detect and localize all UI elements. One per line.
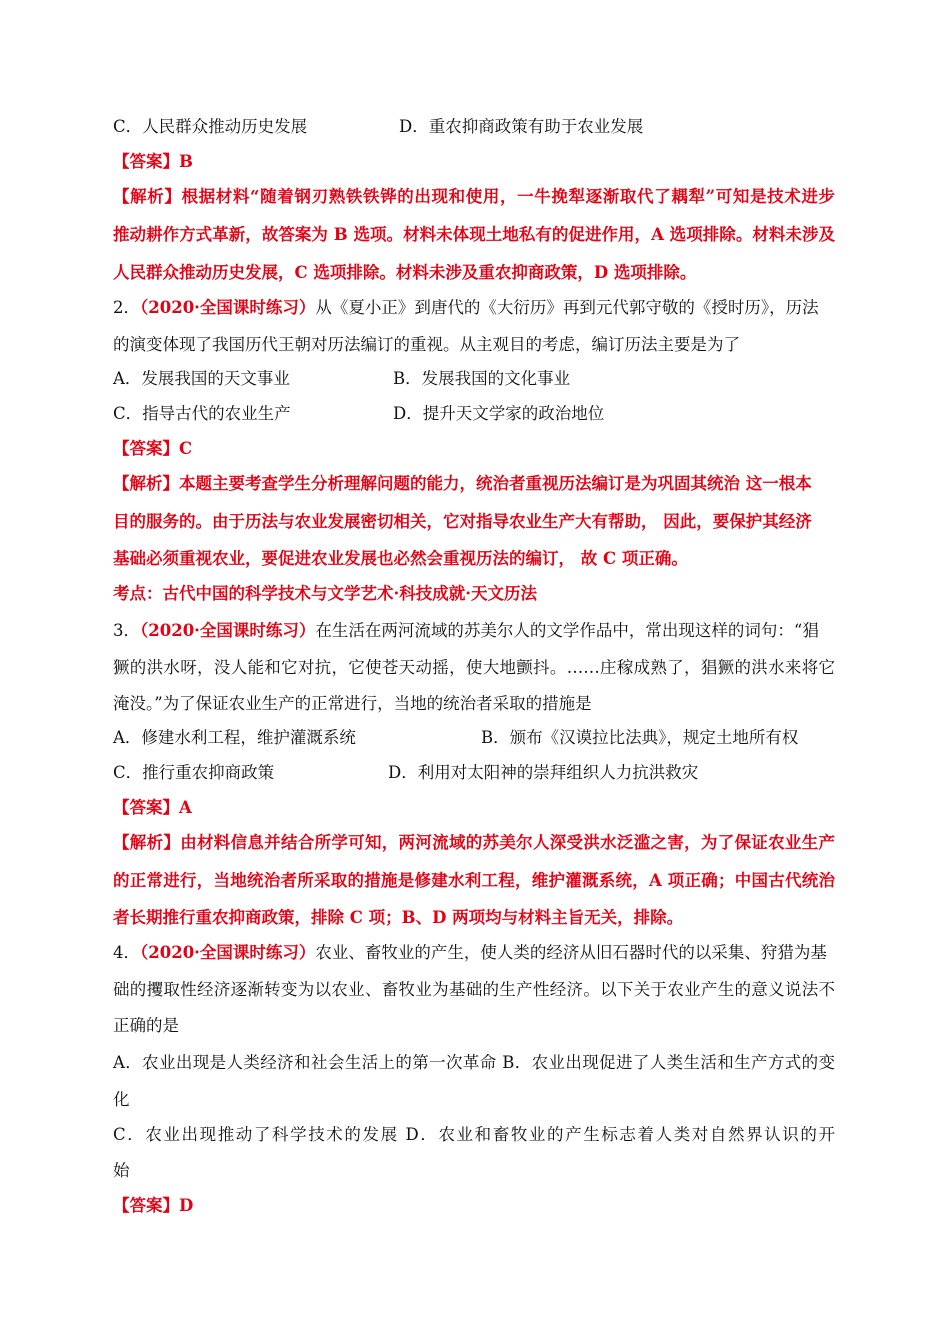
q4-option-ab-wrap: 化 [113,1090,130,1109]
q3-stem-line-3: 淹没。”为了保证农业生产的正常进行，当地的统治者采取的措施是 [113,694,592,713]
q1-analysis-line-3: 人民群众推动历史发展，C 选项排除。材料未涉及重农抑商政策，D 选项排除。 [113,263,697,282]
q1-analysis-line-2: 推动耕作方式革新，故答案为 B 选项。材料未体现土地私有的促进作用，A 选项排除。材料未涉及 [113,225,835,244]
q4-answer: 【答案】D [113,1196,194,1215]
q4-stem-line-3: 正确的是 [113,1016,179,1035]
q2-option-a: A．发展我国的天文事业 [113,369,290,388]
q3-analysis-line-2: 的正常进行，当地统治者所采取的措施是修建水利工程，维护灌溉系统，A 项正确；中国古代统治 [113,871,835,890]
q2-option-b: B．发展我国的文化事业 [393,369,571,388]
q2-answer: 【答案】C [113,439,193,458]
q2-source: （2020·全国课时练习） [140,298,316,317]
q3-analysis-line-1: 【解析】由材料信息并结合所学可知，两河流域的苏美尔人深受洪水泛滥之害，为了保证农业生产 [113,833,835,852]
q4-stem-line-1 [113,942,827,964]
q4-option-cd: C．农业出现推动了科学技术的发展 D．农业和畜牧业的产生标志着人类对自然界认识的开 [113,1125,835,1144]
q2-analysis-line-3: 基础必须重视农业，要促进农业发展也必然会重视历法的编订， 故 C 项正确。 [113,549,688,568]
q1-analysis-line-1: 【解析】根据材料“随着钢刃熟铁铁铧的出现和使用，一牛挽犁逐渐取代了耦犁”可知是技术进步 [113,187,835,206]
q3-option-a: A．修建水利工程，维护灌溉系统 [113,728,356,747]
q2-stem-line-1 [113,297,819,319]
q1-option-d: D．重农抑商政策有助于农业发展 [399,117,644,136]
q2-analysis-line-2: 目的服务的。由于历法与农业发展密切相关，它对指导农业生产大有帮助， 因此，要保护其经济 [113,512,812,531]
q3-option-d: D．利用对太阳神的崇拜组织人力抗洪救灾 [388,763,699,782]
q2-analysis-line-1: 【解析】本题主要考查学生分析理解问题的能力，统治者重视历法编订是为巩固其统治 这一根本 [113,474,812,493]
q3-option-c: C．推行重农抑商政策 [113,763,275,782]
q3-number: 3． [113,621,140,640]
q4-source: （2020·全国课时练习） [140,943,316,962]
q3-analysis-line-3: 者长期推行重农抑商政策，排除 C 项；B、D 两项均与材料主旨无关，排除。 [113,908,684,927]
q1-option-c: C．人民群众推动历史发展 [113,117,308,136]
q4-number: 4． [113,943,140,962]
q1-answer: 【答案】B [113,152,193,171]
q2-stem-line-2: 的演变体现了我国历代王朝对历法编订的重视。从主观目的考虑，编订历法主要是为了 [113,335,740,354]
q3-stem-line-1 [113,620,819,642]
q3-stem-line-2: 獗的洪水呀，没人能和它对抗，它使苍天动摇，使大地颤抖。……庄稼成熟了，猖獗的洪水来将它 [113,658,835,677]
q2-option-d: D．提升天文学家的政治地位 [393,404,605,423]
q4-stem-line-2: 础的攫取性经济逐渐转变为以农业、畜牧业为基础的生产性经济。以下关于农业产生的意义说法不 [113,980,835,999]
q2-kaodian: 考点：古代中国的科学技术与文学艺术·科技成就·天文历法 [113,584,537,603]
q3-source: （2020·全国课时练习） [140,621,316,640]
q2-number: 2． [113,298,140,317]
q3-answer: 【答案】A [113,798,192,817]
q3-stem-text-1: 在生活在两河流域的苏美尔人的文学作品中，常出现这样的词句：“猖 [315,621,819,640]
q4-stem-text-1: 农业、畜牧业的产生，使人类的经济从旧石器时代的以采集、狩猎为基 [315,943,827,962]
q4-option-cd-wrap: 始 [113,1161,130,1180]
q2-stem-text-1: 从《夏小正》到唐代的《大衍历》再到元代郭守敬的《授时历》，历法 [315,298,819,317]
q4-option-ab: A．农业出现是人类经济和社会生活上的第一次革命 B．农业出现促进了人类生活和生产方式的变 [113,1053,835,1072]
q2-option-c: C．指导古代的农业生产 [113,404,291,423]
q3-option-b: B．颁布《汉谟拉比法典》，规定土地所有权 [481,728,799,747]
